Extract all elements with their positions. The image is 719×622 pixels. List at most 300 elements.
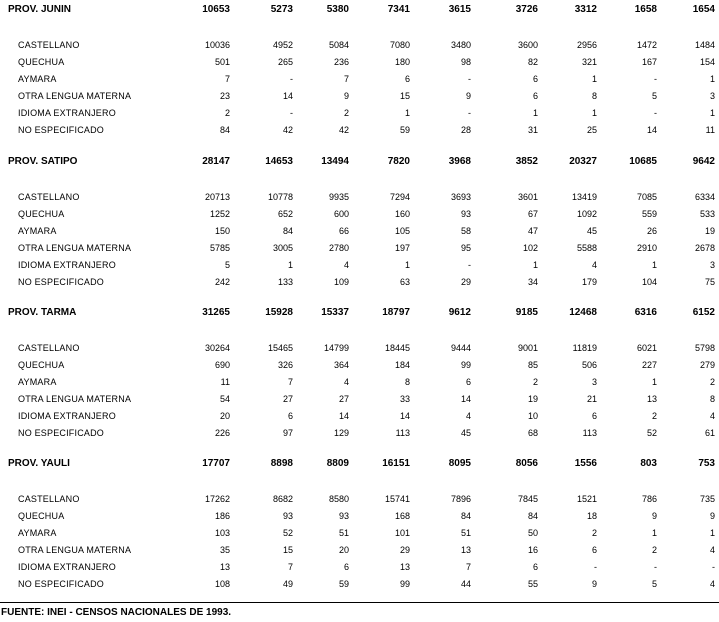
value-cell-col-8: 104 [641,277,657,287]
value-cell-col-8: 2 [651,411,657,421]
value-cell-col-4: 33 [399,394,410,404]
province-header-row [0,456,719,472]
value-cell-col-7: 506 [581,360,597,370]
table-row [0,408,719,424]
value-cell-col-2: 14 [282,91,293,101]
value-cell-col-3: 600 [333,209,349,219]
row-label: NO ESPECIFICADO [18,277,105,287]
total-cell-col-7: 3312 [574,4,597,15]
value-cell-col-9: 11 [705,125,715,135]
table-row [0,491,719,507]
value-cell-col-4: 99 [399,579,410,589]
row-label: IDIOMA EXTRANJERO [18,562,116,572]
value-cell-col-6: 68 [527,428,538,438]
value-cell-col-2: 49 [282,579,293,589]
value-cell-col-6: 31 [527,125,538,135]
value-cell-col-3: 236 [333,57,349,67]
province-name: PROV. JUNIN [8,4,71,15]
value-cell-col-8: 1472 [636,40,657,50]
value-cell-col-6: 6 [532,74,538,84]
table-row [0,105,719,121]
row-label: QUECHUA [18,209,65,219]
value-cell-col-9: 735 [699,494,715,504]
value-cell-col-2: - [290,108,293,118]
value-cell-col-4: 63 [399,277,410,287]
total-cell-col-8: 10685 [629,156,657,167]
value-cell-col-9: 3 [709,91,715,101]
row-label: NO ESPECIFICADO [18,428,105,438]
total-cell-col-7: 12468 [569,307,597,318]
value-cell-col-4: 8 [404,377,410,387]
value-cell-col-6: 47 [527,226,538,236]
value-cell-col-1: 20 [219,411,230,421]
total-cell-col-7: 20327 [569,156,597,167]
value-cell-col-2: 84 [282,226,293,236]
row-label: AYMARA [18,377,57,387]
value-cell-col-2: 265 [277,57,293,67]
value-cell-col-1: 501 [214,57,230,67]
value-cell-col-1: 10036 [204,40,230,50]
value-cell-col-7: 6 [591,411,597,421]
row-label: IDIOMA EXTRANJERO [18,411,116,421]
value-cell-col-5: 98 [460,57,471,67]
value-cell-col-8: - [654,562,657,572]
table-row [0,189,719,205]
value-cell-col-6: 34 [527,277,538,287]
value-cell-col-6: 84 [527,511,538,521]
total-cell-col-3: 13494 [321,156,349,167]
value-cell-col-3: 14799 [323,343,349,353]
value-cell-col-5: 6 [465,377,471,387]
value-cell-col-8: 2 [651,545,657,555]
row-label: AYMARA [18,226,57,236]
value-cell-col-9: - [712,562,715,572]
value-cell-col-8: 6021 [636,343,657,353]
row-label: AYMARA [18,528,57,538]
value-cell-col-7: 6 [591,545,597,555]
table-row [0,54,719,70]
value-cell-col-2: 6 [287,411,293,421]
province-header-row [0,154,719,170]
total-cell-col-2: 14653 [265,156,293,167]
value-cell-col-5: 14 [460,394,471,404]
total-cell-col-6: 3852 [515,156,538,167]
value-cell-col-1: 23 [219,91,230,101]
value-cell-col-3: 8580 [328,494,349,504]
value-cell-col-4: 105 [394,226,410,236]
total-cell-col-4: 18797 [382,307,410,318]
value-cell-col-2: - [290,74,293,84]
total-cell-col-5: 3615 [448,4,471,15]
value-cell-col-4: 29 [399,545,410,555]
province-name: PROV. YAULI [8,458,70,469]
total-cell-col-8: 6316 [634,307,657,318]
value-cell-col-6: 16 [527,545,538,555]
value-cell-col-1: 17262 [204,494,230,504]
value-cell-col-5: 44 [460,579,471,589]
value-cell-col-2: 652 [277,209,293,219]
row-label: CASTELLANO [18,192,80,202]
value-cell-col-9: 2678 [694,243,715,253]
value-cell-col-2: 93 [282,511,293,521]
value-cell-col-5: - [468,108,471,118]
table-row [0,340,719,356]
row-label: OTRA LENGUA MATERNA [18,394,132,404]
value-cell-col-5: 51 [460,528,471,538]
row-label: CASTELLANO [18,494,80,504]
total-cell-col-5: 9612 [448,307,471,318]
total-cell-col-9: 9642 [692,156,715,167]
value-cell-col-3: 14 [338,411,349,421]
value-cell-col-2: 326 [277,360,293,370]
value-cell-col-4: 184 [394,360,410,370]
value-cell-col-9: 4 [709,545,715,555]
value-cell-col-8: 559 [641,209,657,219]
value-cell-col-7: 9 [591,579,597,589]
value-cell-col-8: 26 [646,226,657,236]
row-label: QUECHUA [18,360,65,370]
value-cell-col-9: 5798 [694,343,715,353]
value-cell-col-2: 1 [287,260,293,270]
value-cell-col-6: 102 [522,243,538,253]
total-cell-col-9: 6152 [692,307,715,318]
value-cell-col-3: 7 [343,74,349,84]
value-cell-col-1: 690 [214,360,230,370]
value-cell-col-1: 13 [219,562,230,572]
table-row [0,357,719,373]
total-cell-col-6: 3726 [515,4,538,15]
row-label: OTRA LENGUA MATERNA [18,545,132,555]
total-cell-col-8: 803 [640,458,657,469]
table-row [0,559,719,575]
row-label: IDIOMA EXTRANJERO [18,108,116,118]
value-cell-col-5: 7896 [450,494,471,504]
value-cell-col-4: 15741 [384,494,410,504]
value-cell-col-6: 67 [527,209,538,219]
value-cell-col-3: 4 [343,377,349,387]
value-cell-col-1: 2 [224,108,230,118]
value-cell-col-7: 113 [582,428,597,438]
value-cell-col-8: 13 [646,394,657,404]
value-cell-col-5: 13 [460,545,471,555]
value-cell-col-5: - [468,260,471,270]
value-cell-col-9: 2 [709,377,715,387]
total-cell-col-2: 8898 [270,458,293,469]
value-cell-col-9: 279 [699,360,715,370]
value-cell-col-7: 4 [591,260,597,270]
value-cell-col-8: 167 [641,57,657,67]
value-cell-col-6: 3600 [517,40,538,50]
table-row [0,223,719,239]
value-cell-col-2: 7 [287,377,293,387]
value-cell-col-6: 7845 [517,494,538,504]
value-cell-col-1: 20713 [204,192,230,202]
footer-rule [0,602,719,603]
table-row [0,122,719,138]
value-cell-col-1: 242 [214,277,230,287]
value-cell-col-3: 109 [333,277,349,287]
value-cell-col-7: 13419 [571,192,597,202]
value-cell-col-9: 1484 [694,40,715,50]
value-cell-col-1: 84 [219,125,230,135]
value-cell-col-7: 1 [591,108,597,118]
value-cell-col-8: 9 [651,511,657,521]
row-label: IDIOMA EXTRANJERO [18,260,116,270]
total-cell-col-2: 5273 [270,4,293,15]
value-cell-col-3: 51 [338,528,349,538]
value-cell-col-7: 25 [586,125,597,135]
table-row [0,240,719,256]
value-cell-col-3: 42 [338,125,349,135]
table-row [0,391,719,407]
value-cell-col-4: 59 [399,125,410,135]
value-cell-col-7: 45 [586,226,597,236]
value-cell-col-7: 1 [591,74,597,84]
value-cell-col-2: 8682 [272,494,293,504]
value-cell-col-1: 35 [219,545,230,555]
value-cell-col-8: - [654,108,657,118]
value-cell-col-5: 58 [460,226,471,236]
value-cell-col-7: 21 [586,394,597,404]
value-cell-col-9: 19 [704,226,715,236]
value-cell-col-2: 27 [282,394,293,404]
value-cell-col-6: 10 [527,411,538,421]
value-cell-col-5: 99 [460,360,471,370]
value-cell-col-8: - [654,74,657,84]
value-cell-col-2: 7 [287,562,293,572]
value-cell-col-1: 103 [214,528,230,538]
value-cell-col-1: 30264 [204,343,230,353]
value-cell-col-4: 197 [394,243,410,253]
total-cell-col-1: 28147 [202,156,230,167]
value-cell-col-6: 1 [532,260,538,270]
total-cell-col-3: 8809 [326,458,349,469]
value-cell-col-4: 7294 [389,192,410,202]
value-cell-col-9: 1 [709,74,715,84]
value-cell-col-6: 82 [527,57,538,67]
value-cell-col-3: 59 [338,579,349,589]
value-cell-col-3: 364 [333,360,349,370]
value-cell-col-2: 97 [282,428,293,438]
total-cell-col-4: 7341 [387,4,410,15]
value-cell-col-8: 1 [651,528,657,538]
value-cell-col-9: 1 [709,528,715,538]
total-cell-col-2: 15928 [265,307,293,318]
value-cell-col-3: 20 [338,545,349,555]
value-cell-col-1: 5 [224,260,230,270]
value-cell-col-5: 7 [465,562,471,572]
row-label: CASTELLANO [18,343,80,353]
total-cell-col-3: 5380 [326,4,349,15]
value-cell-col-4: 1 [404,260,410,270]
total-cell-col-9: 1654 [692,4,715,15]
value-cell-col-5: 93 [460,209,471,219]
value-cell-col-5: 29 [460,277,471,287]
value-cell-col-3: 129 [333,428,349,438]
value-cell-col-5: 45 [460,428,471,438]
value-cell-col-6: 6 [532,562,538,572]
value-cell-col-8: 227 [641,360,657,370]
table-row [0,576,719,592]
row-label: QUECHUA [18,57,65,67]
value-cell-col-7: 2956 [576,40,597,50]
table-row [0,257,719,273]
value-cell-col-4: 1 [404,108,410,118]
value-cell-col-3: 66 [338,226,349,236]
value-cell-col-5: - [468,74,471,84]
table-row [0,88,719,104]
province-header-row [0,2,719,18]
value-cell-col-7: 5588 [576,243,597,253]
value-cell-col-1: 54 [219,394,230,404]
source-note: FUENTE: INEI - CENSOS NACIONALES DE 1993. [1,607,232,618]
value-cell-col-9: 4 [709,579,715,589]
value-cell-col-1: 150 [214,226,230,236]
value-cell-col-1: 5785 [209,243,230,253]
row-label: AYMARA [18,74,57,84]
value-cell-col-5: 9444 [450,343,471,353]
value-cell-col-5: 9 [465,91,471,101]
total-cell-col-5: 8095 [448,458,471,469]
total-cell-col-3: 15337 [321,307,349,318]
value-cell-col-2: 42 [282,125,293,135]
total-cell-col-9: 753 [698,458,715,469]
value-cell-col-4: 160 [394,209,410,219]
value-cell-col-5: 84 [460,511,471,521]
value-cell-col-1: 1252 [209,209,230,219]
total-cell-col-7: 1556 [574,458,597,469]
value-cell-col-4: 15 [399,91,410,101]
value-cell-col-9: 8 [709,394,715,404]
value-cell-col-5: 95 [460,243,471,253]
table-row [0,206,719,222]
value-cell-col-3: 2 [343,108,349,118]
total-cell-col-6: 8056 [515,458,538,469]
total-cell-col-6: 9185 [515,307,538,318]
value-cell-col-5: 4 [465,411,471,421]
value-cell-col-4: 101 [394,528,410,538]
total-cell-col-4: 16151 [382,458,410,469]
value-cell-col-3: 9935 [328,192,349,202]
total-cell-col-1: 10653 [202,4,230,15]
value-cell-col-7: 3 [591,377,597,387]
value-cell-col-8: 52 [646,428,657,438]
total-cell-col-8: 1658 [634,4,657,15]
value-cell-col-6: 6 [532,91,538,101]
value-cell-col-5: 3693 [450,192,471,202]
row-label: NO ESPECIFICADO [18,579,105,589]
table-row [0,71,719,87]
value-cell-col-2: 133 [277,277,293,287]
value-cell-col-8: 2910 [636,243,657,253]
value-cell-col-7: 8 [591,91,597,101]
value-cell-col-9: 61 [704,428,715,438]
total-cell-col-5: 3968 [448,156,471,167]
value-cell-col-6: 2 [532,377,538,387]
value-cell-col-5: 3480 [450,40,471,50]
value-cell-col-7: - [594,562,597,572]
value-cell-col-4: 168 [394,511,410,521]
value-cell-col-3: 5084 [328,40,349,50]
value-cell-col-4: 113 [395,428,410,438]
value-cell-col-1: 226 [214,428,230,438]
value-cell-col-7: 18 [586,511,597,521]
value-cell-col-7: 11819 [572,343,597,353]
value-cell-col-6: 1 [532,108,538,118]
row-label: OTRA LENGUA MATERNA [18,243,132,253]
table-row [0,37,719,53]
value-cell-col-2: 10778 [267,192,293,202]
value-cell-col-3: 93 [338,511,349,521]
table-row [0,374,719,390]
value-cell-col-3: 27 [338,394,349,404]
value-cell-col-6: 19 [527,394,538,404]
value-cell-col-3: 2780 [328,243,349,253]
value-cell-col-6: 85 [527,360,538,370]
value-cell-col-7: 1092 [576,209,597,219]
value-cell-col-2: 15 [282,545,293,555]
province-name: PROV. TARMA [8,307,77,318]
table-row [0,274,719,290]
province-name: PROV. SATIPO [8,156,78,167]
value-cell-col-9: 6334 [694,192,715,202]
row-label: OTRA LENGUA MATERNA [18,91,132,101]
value-cell-col-4: 180 [394,57,410,67]
value-cell-col-6: 55 [527,579,538,589]
value-cell-col-2: 4952 [272,40,293,50]
value-cell-col-1: 11 [220,377,230,387]
table-row [0,508,719,524]
value-cell-col-4: 6 [404,74,410,84]
value-cell-col-6: 50 [527,528,538,538]
value-cell-col-2: 3005 [272,243,293,253]
table-row [0,425,719,441]
value-cell-col-8: 5 [651,91,657,101]
value-cell-col-1: 7 [224,74,230,84]
value-cell-col-6: 3601 [517,192,538,202]
value-cell-col-4: 14 [399,411,410,421]
row-label: QUECHUA [18,511,65,521]
value-cell-col-5: 28 [460,125,471,135]
value-cell-col-8: 786 [641,494,657,504]
value-cell-col-9: 75 [704,277,715,287]
value-cell-col-1: 108 [214,579,230,589]
value-cell-col-3: 9 [343,91,349,101]
value-cell-col-4: 18445 [384,343,410,353]
value-cell-col-7: 321 [581,57,597,67]
value-cell-col-8: 1 [651,260,657,270]
value-cell-col-9: 4 [709,411,715,421]
value-cell-col-8: 1 [651,377,657,387]
value-cell-col-3: 4 [343,260,349,270]
value-cell-col-9: 3 [709,260,715,270]
province-header-row [0,305,719,321]
row-label: CASTELLANO [18,40,80,50]
value-cell-col-8: 14 [646,125,657,135]
value-cell-col-6: 9001 [517,343,538,353]
table-row [0,525,719,541]
value-cell-col-3: 6 [343,562,349,572]
total-cell-col-1: 31265 [202,307,230,318]
value-cell-col-7: 2 [591,528,597,538]
value-cell-col-9: 9 [709,511,715,521]
table-row [0,542,719,558]
value-cell-col-2: 52 [282,528,293,538]
value-cell-col-7: 179 [581,277,597,287]
value-cell-col-9: 154 [699,57,715,67]
value-cell-col-9: 1 [709,108,715,118]
value-cell-col-2: 15465 [267,343,293,353]
